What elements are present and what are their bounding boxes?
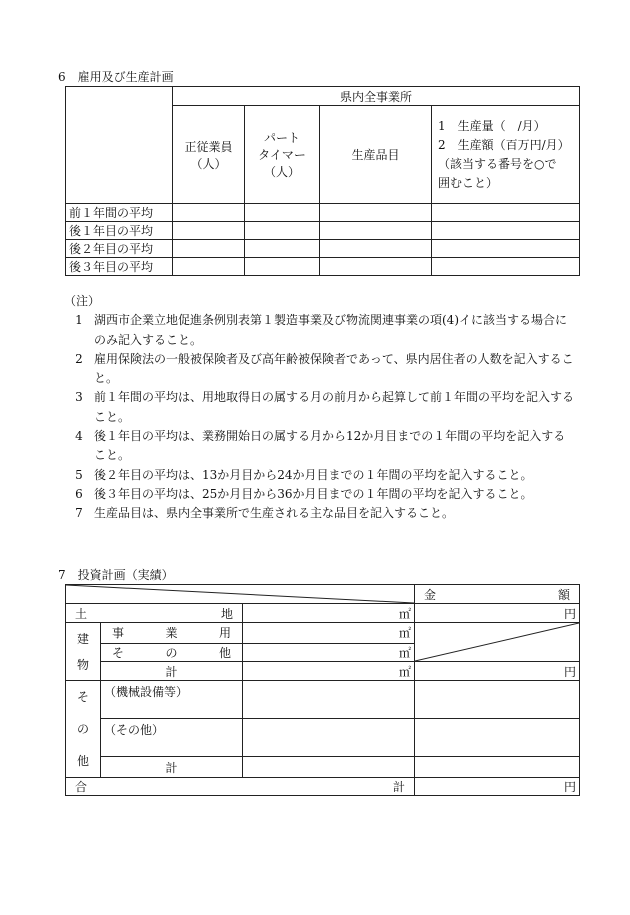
building-amount-diagonal-cell: [415, 623, 580, 662]
building-label: 建 物: [66, 623, 101, 681]
note-item: 6 後３年目の平均は、25か月目から36か月目までの１年間の平均を記入すること。: [75, 486, 533, 501]
misc-amount-cell[interactable]: [415, 719, 580, 757]
parttime-cell[interactable]: [245, 258, 320, 276]
product-cell[interactable]: [320, 258, 432, 276]
col-fulltime: 正従業員 （人）: [173, 106, 245, 204]
group-header: 県内全事業所: [173, 87, 580, 106]
col-parttime: パート タイマー （人）: [245, 106, 320, 204]
machinery-value-cell[interactable]: [243, 681, 415, 719]
others-subtotal-label: 計: [101, 757, 243, 778]
grand-total-label: 合 計: [66, 778, 415, 796]
diagonal-line: [66, 585, 414, 603]
building-subtotal-amount-cell[interactable]: 円: [415, 662, 580, 681]
note-item: 4 後１年目の平均は、業務開始日の属する月から12か月目までの１年間の平均を記入すること。: [75, 429, 566, 463]
land-area-cell[interactable]: ㎡: [243, 604, 415, 623]
corner-cell: [66, 87, 173, 204]
note-item: 2 雇用保険法の一般被保険者及び高年齢被保険者であって、県内居住者の人数を記入すること。: [75, 351, 574, 386]
output-cell[interactable]: [432, 222, 580, 240]
section6-heading: 6 雇用及び生産計画: [58, 70, 174, 84]
parttime-cell[interactable]: [245, 240, 320, 258]
col-output: 1 生産量（ /月） 2 生産額（百万円/月） （該当する番号を○で 囲むこと）: [432, 106, 580, 204]
land-amount-cell[interactable]: 円: [415, 604, 580, 623]
note-item: 7 生産品目は、県内全事業所で生産される主な品目を記入すること。: [75, 506, 455, 521]
grand-total-amount-cell[interactable]: 円: [415, 778, 580, 796]
misc-value-cell[interactable]: [243, 719, 415, 757]
other-building-label: そ の 他: [101, 643, 243, 661]
machinery-label: （機械設備等）: [101, 681, 243, 719]
parttime-cell[interactable]: [245, 222, 320, 240]
note-item: 1 湖西市企業立地促進条例別表第１製造事業及び物流関連事業の項(4)イに該当する場合にのみ記入すること。: [75, 313, 568, 347]
fulltime-cell[interactable]: [173, 240, 245, 258]
others-subtotal-value-cell[interactable]: [243, 757, 415, 778]
amount-header: 金 額: [415, 585, 580, 604]
row-label: 後２年目の平均: [66, 240, 173, 258]
building-subtotal-area-cell[interactable]: ㎡: [243, 662, 415, 681]
output-cell[interactable]: [432, 240, 580, 258]
fulltime-cell[interactable]: [173, 204, 245, 222]
row-label: 後３年目の平均: [66, 258, 173, 276]
product-cell[interactable]: [320, 204, 432, 222]
col-product: 生産品目: [320, 106, 432, 204]
header-diagonal-cell: [66, 585, 415, 604]
machinery-amount-cell[interactable]: [415, 681, 580, 719]
note-item: 3 前１年間の平均は、用地取得日の属する月の前月から起算して前１年間の平均を記入すること。: [75, 390, 575, 424]
output-cell[interactable]: [432, 258, 580, 276]
notes-title: （注）: [64, 294, 101, 308]
notes: [64, 292, 574, 524]
output-cell[interactable]: [432, 204, 580, 222]
business-use-area-cell[interactable]: ㎡: [243, 623, 415, 644]
investment-table: [65, 584, 580, 796]
diagonal-line: [415, 623, 579, 661]
row-label: 前１年間の平均: [66, 204, 173, 222]
land-label: 土 地: [66, 604, 243, 623]
fulltime-cell[interactable]: [173, 258, 245, 276]
row-label: 後１年目の平均: [66, 222, 173, 240]
building-subtotal-label: 計: [101, 662, 243, 681]
employment-production-table: [65, 86, 580, 276]
product-cell[interactable]: [320, 222, 432, 240]
product-cell[interactable]: [320, 240, 432, 258]
others-subtotal-amount-cell[interactable]: [415, 757, 580, 778]
misc-label: （その他）: [101, 719, 243, 757]
parttime-cell[interactable]: [245, 204, 320, 222]
others-label: そ の 他: [66, 681, 101, 778]
other-building-area-cell[interactable]: ㎡: [243, 643, 415, 661]
note-item: 5 後２年目の平均は、13か月目から24か月目までの１年間の平均を記入すること。: [75, 467, 533, 482]
fulltime-cell[interactable]: [173, 222, 245, 240]
section7-heading: 7 投資計画（実績）: [58, 568, 174, 582]
business-use-label: 事 業 用: [101, 623, 243, 644]
